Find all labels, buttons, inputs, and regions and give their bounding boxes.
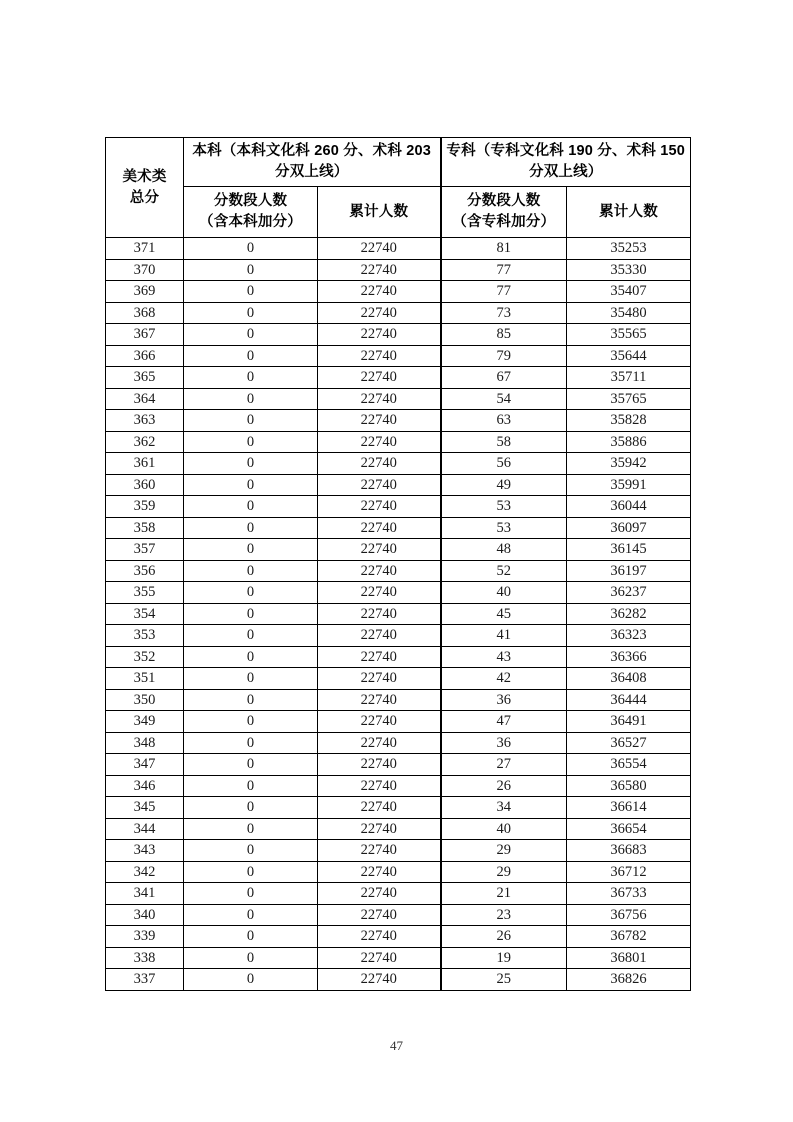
table-row: [106, 926, 691, 948]
cell-vocational-cumulative: 36580: [567, 775, 691, 797]
table-row: [106, 560, 691, 582]
cell-undergraduate-cumulative: 22740: [318, 775, 441, 797]
cell-undergraduate-cumulative: 22740: [318, 668, 441, 690]
table-row: [106, 517, 691, 539]
cell-total-score: 358: [106, 517, 184, 539]
cell-vocational-cumulative: 36323: [567, 625, 691, 647]
cell-undergraduate-segment: 0: [184, 818, 318, 840]
table-row: [106, 259, 691, 281]
cell-total-score: 339: [106, 926, 184, 948]
cell-total-score: 348: [106, 732, 184, 754]
cell-vocational-cumulative: 35991: [567, 474, 691, 496]
table-row: [106, 904, 691, 926]
cell-total-score: 340: [106, 904, 184, 926]
cell-total-score: 357: [106, 539, 184, 561]
cell-vocational-segment: 67: [441, 367, 567, 389]
cell-vocational-cumulative: 36366: [567, 646, 691, 668]
cell-total-score: 368: [106, 302, 184, 324]
cell-undergraduate-cumulative: 22740: [318, 259, 441, 281]
table-row: [106, 453, 691, 475]
cell-total-score: 370: [106, 259, 184, 281]
table-row: [106, 324, 691, 346]
cell-undergraduate-cumulative: 22740: [318, 582, 441, 604]
cell-vocational-segment: 36: [441, 689, 567, 711]
cell-vocational-cumulative: 36683: [567, 840, 691, 862]
cell-vocational-segment: 85: [441, 324, 567, 346]
cell-vocational-segment: 52: [441, 560, 567, 582]
cell-vocational-cumulative: 35828: [567, 410, 691, 432]
table-row: [106, 840, 691, 862]
cell-total-score: 356: [106, 560, 184, 582]
cell-undergraduate-segment: 0: [184, 711, 318, 733]
cell-total-score: 362: [106, 431, 184, 453]
cell-undergraduate-cumulative: 22740: [318, 947, 441, 969]
cell-vocational-segment: 26: [441, 775, 567, 797]
cell-vocational-segment: 77: [441, 259, 567, 281]
cell-undergraduate-cumulative: 22740: [318, 388, 441, 410]
cell-total-score: 369: [106, 281, 184, 303]
cell-vocational-cumulative: 35942: [567, 453, 691, 475]
cell-undergraduate-segment: 0: [184, 582, 318, 604]
cell-undergraduate-segment: 0: [184, 883, 318, 905]
table-row: [106, 754, 691, 776]
cell-undergraduate-cumulative: 22740: [318, 883, 441, 905]
header-vocational-segment-line1: 分数段人数: [467, 193, 541, 210]
table-row: [106, 603, 691, 625]
cell-undergraduate-cumulative: 22740: [318, 324, 441, 346]
cell-undergraduate-segment: 0: [184, 496, 318, 518]
cell-vocational-segment: 47: [441, 711, 567, 733]
cell-vocational-segment: 23: [441, 904, 567, 926]
cell-undergraduate-segment: 0: [184, 539, 318, 561]
cell-total-score: 371: [106, 238, 184, 260]
cell-vocational-cumulative: 35765: [567, 388, 691, 410]
cell-vocational-cumulative: 36826: [567, 969, 691, 991]
cell-undergraduate-cumulative: 22740: [318, 517, 441, 539]
cell-undergraduate-segment: 0: [184, 861, 318, 883]
cell-undergraduate-segment: 0: [184, 560, 318, 582]
cell-total-score: 350: [106, 689, 184, 711]
cell-vocational-cumulative: 35480: [567, 302, 691, 324]
table-row: [106, 711, 691, 733]
cell-undergraduate-cumulative: 22740: [318, 345, 441, 367]
cell-undergraduate-segment: 0: [184, 840, 318, 862]
cell-total-score: 367: [106, 324, 184, 346]
cell-vocational-segment: 63: [441, 410, 567, 432]
cell-undergraduate-cumulative: 22740: [318, 367, 441, 389]
cell-vocational-segment: 26: [441, 926, 567, 948]
cell-undergraduate-cumulative: 22740: [318, 410, 441, 432]
cell-vocational-segment: 29: [441, 861, 567, 883]
cell-total-score: 342: [106, 861, 184, 883]
table-row: [106, 410, 691, 432]
cell-vocational-cumulative: 36491: [567, 711, 691, 733]
cell-vocational-segment: 56: [441, 453, 567, 475]
table-row: [106, 539, 691, 561]
cell-vocational-segment: 77: [441, 281, 567, 303]
cell-undergraduate-segment: 0: [184, 603, 318, 625]
cell-vocational-cumulative: 36408: [567, 668, 691, 690]
cell-vocational-segment: 53: [441, 496, 567, 518]
cell-vocational-segment: 49: [441, 474, 567, 496]
table-row: [106, 367, 691, 389]
cell-undergraduate-cumulative: 22740: [318, 238, 441, 260]
cell-undergraduate-cumulative: 22740: [318, 496, 441, 518]
cell-undergraduate-segment: 0: [184, 926, 318, 948]
cell-undergraduate-segment: 0: [184, 431, 318, 453]
cell-total-score: 364: [106, 388, 184, 410]
cell-vocational-segment: 19: [441, 947, 567, 969]
table-row: [106, 646, 691, 668]
cell-vocational-cumulative: 35886: [567, 431, 691, 453]
cell-undergraduate-segment: 0: [184, 732, 318, 754]
cell-undergraduate-segment: 0: [184, 969, 318, 991]
cell-vocational-segment: 41: [441, 625, 567, 647]
header-group-vocational: 专科（专科文化科 190 分、术科 150 分双上线）: [441, 138, 691, 187]
cell-undergraduate-cumulative: 22740: [318, 840, 441, 862]
cell-vocational-cumulative: 35644: [567, 345, 691, 367]
cell-total-score: 354: [106, 603, 184, 625]
cell-vocational-segment: 27: [441, 754, 567, 776]
cell-vocational-cumulative: 35253: [567, 238, 691, 260]
cell-undergraduate-cumulative: 22740: [318, 926, 441, 948]
table-row: [106, 689, 691, 711]
table-row: [106, 238, 691, 260]
cell-total-score: 359: [106, 496, 184, 518]
cell-vocational-segment: 34: [441, 797, 567, 819]
cell-vocational-segment: 54: [441, 388, 567, 410]
cell-vocational-segment: 21: [441, 883, 567, 905]
cell-vocational-cumulative: 36237: [567, 582, 691, 604]
cell-vocational-segment: 45: [441, 603, 567, 625]
cell-vocational-segment: 58: [441, 431, 567, 453]
cell-undergraduate-cumulative: 22740: [318, 904, 441, 926]
cell-vocational-cumulative: 36282: [567, 603, 691, 625]
header-vocational-cumulative: 累计人数: [567, 187, 691, 238]
cell-total-score: 366: [106, 345, 184, 367]
cell-vocational-segment: 42: [441, 668, 567, 690]
header-undergraduate-segment-line1: 分数段人数: [213, 193, 288, 210]
cell-undergraduate-cumulative: 22740: [318, 302, 441, 324]
cell-vocational-cumulative: 36756: [567, 904, 691, 926]
cell-undergraduate-segment: 0: [184, 517, 318, 539]
cell-vocational-segment: 36: [441, 732, 567, 754]
header-undergraduate-segment-line2: （含本科加分）: [199, 214, 302, 231]
cell-undergraduate-segment: 0: [184, 345, 318, 367]
cell-undergraduate-cumulative: 22740: [318, 861, 441, 883]
cell-undergraduate-cumulative: 22740: [318, 603, 441, 625]
header-undergraduate-segment: [184, 187, 318, 238]
cell-undergraduate-cumulative: 22740: [318, 711, 441, 733]
cell-total-score: 363: [106, 410, 184, 432]
table-row: [106, 496, 691, 518]
cell-vocational-segment: 53: [441, 517, 567, 539]
cell-undergraduate-cumulative: 22740: [318, 539, 441, 561]
cell-vocational-segment: 40: [441, 818, 567, 840]
cell-undergraduate-segment: 0: [184, 904, 318, 926]
cell-total-score: 352: [106, 646, 184, 668]
score-distribution-table: [105, 137, 691, 991]
cell-total-score: 341: [106, 883, 184, 905]
cell-undergraduate-segment: 0: [184, 281, 318, 303]
cell-vocational-segment: 43: [441, 646, 567, 668]
cell-vocational-cumulative: 35711: [567, 367, 691, 389]
cell-vocational-segment: 73: [441, 302, 567, 324]
cell-vocational-cumulative: 36097: [567, 517, 691, 539]
cell-total-score: 343: [106, 840, 184, 862]
cell-vocational-cumulative: 35330: [567, 259, 691, 281]
cell-undergraduate-cumulative: 22740: [318, 689, 441, 711]
table-row: [106, 947, 691, 969]
cell-vocational-segment: 40: [441, 582, 567, 604]
cell-undergraduate-segment: 0: [184, 754, 318, 776]
cell-undergraduate-cumulative: 22740: [318, 453, 441, 475]
table-row: [106, 818, 691, 840]
cell-undergraduate-segment: 0: [184, 324, 318, 346]
cell-vocational-segment: 25: [441, 969, 567, 991]
cell-undergraduate-cumulative: 22740: [318, 560, 441, 582]
cell-total-score: 345: [106, 797, 184, 819]
cell-undergraduate-segment: 0: [184, 625, 318, 647]
cell-vocational-cumulative: 36444: [567, 689, 691, 711]
table-row: [106, 582, 691, 604]
header-total-score-line2: 总分: [129, 189, 160, 206]
table-row: [106, 281, 691, 303]
table-header: [106, 138, 691, 238]
cell-undergraduate-cumulative: 22740: [318, 281, 441, 303]
cell-vocational-cumulative: 36712: [567, 861, 691, 883]
header-vocational-segment-line2: （含专科加分）: [452, 214, 556, 231]
cell-undergraduate-cumulative: 22740: [318, 732, 441, 754]
cell-undergraduate-segment: 0: [184, 410, 318, 432]
cell-vocational-cumulative: 36654: [567, 818, 691, 840]
cell-vocational-cumulative: 36044: [567, 496, 691, 518]
cell-vocational-segment: 48: [441, 539, 567, 561]
header-undergraduate-cumulative: 累计人数: [318, 187, 441, 238]
cell-undergraduate-segment: 0: [184, 797, 318, 819]
table-row: [106, 625, 691, 647]
cell-total-score: 353: [106, 625, 184, 647]
table-row: [106, 883, 691, 905]
cell-undergraduate-segment: 0: [184, 367, 318, 389]
header-total-score-line1: 美术类: [122, 168, 167, 185]
table-body: [106, 238, 691, 991]
cell-undergraduate-segment: 0: [184, 302, 318, 324]
cell-total-score: 347: [106, 754, 184, 776]
cell-vocational-segment: 29: [441, 840, 567, 862]
cell-total-score: 351: [106, 668, 184, 690]
cell-vocational-cumulative: 36197: [567, 560, 691, 582]
table-row: [106, 668, 691, 690]
cell-vocational-cumulative: 36614: [567, 797, 691, 819]
cell-vocational-cumulative: 36733: [567, 883, 691, 905]
table-row: [106, 797, 691, 819]
cell-undergraduate-segment: 0: [184, 453, 318, 475]
cell-vocational-cumulative: 36145: [567, 539, 691, 561]
cell-vocational-cumulative: 36527: [567, 732, 691, 754]
table-row: [106, 388, 691, 410]
cell-undergraduate-cumulative: 22740: [318, 797, 441, 819]
cell-total-score: 360: [106, 474, 184, 496]
header-row-groups: [106, 138, 691, 187]
cell-undergraduate-segment: 0: [184, 947, 318, 969]
table-row: [106, 345, 691, 367]
cell-total-score: 337: [106, 969, 184, 991]
cell-undergraduate-cumulative: 22740: [318, 969, 441, 991]
cell-vocational-cumulative: 36554: [567, 754, 691, 776]
cell-undergraduate-cumulative: 22740: [318, 625, 441, 647]
cell-undergraduate-segment: 0: [184, 474, 318, 496]
cell-undergraduate-segment: 0: [184, 646, 318, 668]
cell-undergraduate-segment: 0: [184, 388, 318, 410]
cell-vocational-cumulative: 36782: [567, 926, 691, 948]
cell-undergraduate-segment: 0: [184, 689, 318, 711]
cell-vocational-cumulative: 35565: [567, 324, 691, 346]
cell-total-score: 355: [106, 582, 184, 604]
cell-total-score: 349: [106, 711, 184, 733]
cell-total-score: 361: [106, 453, 184, 475]
header-row-subcolumns: [106, 187, 691, 238]
cell-vocational-cumulative: 35407: [567, 281, 691, 303]
page-number: 47: [390, 1038, 403, 1053]
cell-total-score: 346: [106, 775, 184, 797]
header-vocational-segment: [441, 187, 567, 238]
table-row: [106, 732, 691, 754]
cell-total-score: 344: [106, 818, 184, 840]
cell-undergraduate-segment: 0: [184, 775, 318, 797]
cell-vocational-segment: 79: [441, 345, 567, 367]
header-group-undergraduate: 本科（本科文化科 260 分、术科 203 分双上线）: [184, 138, 441, 187]
cell-undergraduate-cumulative: 22740: [318, 474, 441, 496]
cell-vocational-segment: 81: [441, 238, 567, 260]
cell-vocational-cumulative: 36801: [567, 947, 691, 969]
table-row: [106, 775, 691, 797]
table-row: [106, 969, 691, 991]
table-row: [106, 431, 691, 453]
cell-undergraduate-segment: 0: [184, 238, 318, 260]
cell-undergraduate-cumulative: 22740: [318, 754, 441, 776]
cell-undergraduate-segment: 0: [184, 259, 318, 281]
cell-undergraduate-cumulative: 22740: [318, 646, 441, 668]
cell-total-score: 365: [106, 367, 184, 389]
table-row: [106, 474, 691, 496]
cell-undergraduate-cumulative: 22740: [318, 431, 441, 453]
cell-undergraduate-cumulative: 22740: [318, 818, 441, 840]
cell-undergraduate-segment: 0: [184, 668, 318, 690]
cell-total-score: 338: [106, 947, 184, 969]
table-row: [106, 302, 691, 324]
header-total-score: [106, 138, 184, 238]
table-row: [106, 861, 691, 883]
